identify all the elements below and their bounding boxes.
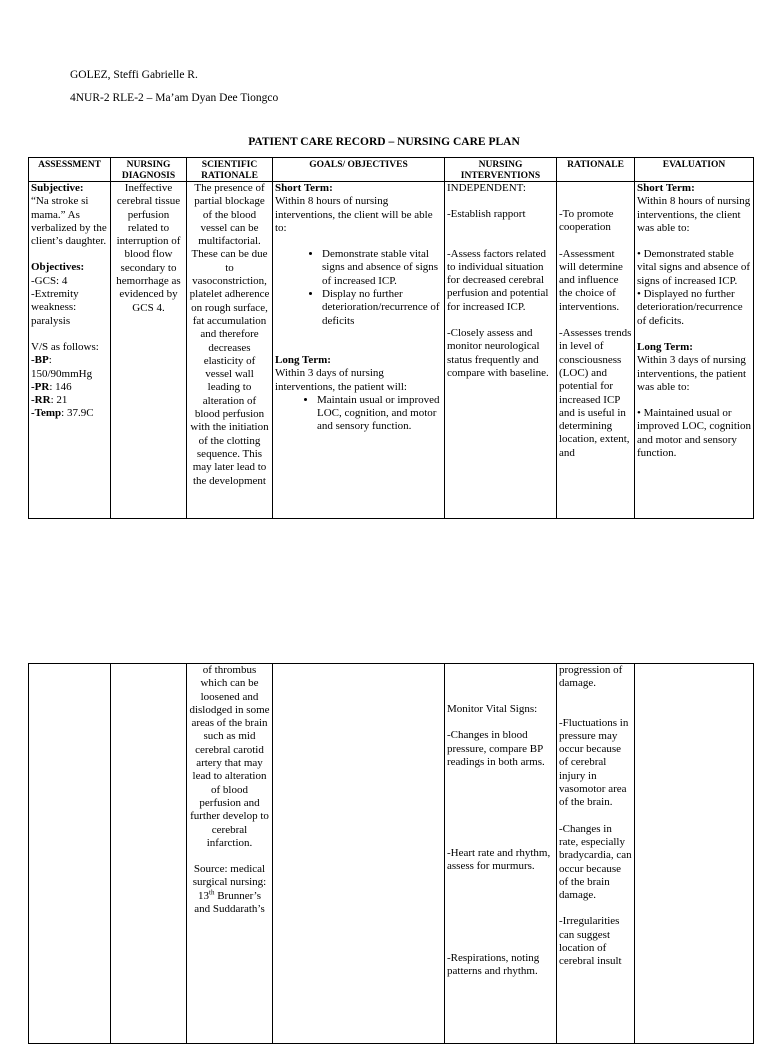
evaluation-cell (635, 664, 754, 1044)
rationale-item: -Assesses trends in level of consciousness (LOC) and potential for increased ICP and is useful in determining location, extent, and (559, 327, 632, 459)
pr-reading (31, 381, 108, 394)
diagnosis-text: Ineffective cerebral tissue perfusion related to interruption of blood flow secondary to hemorrhage as evidenced by GCS 4. (116, 182, 181, 314)
student-name: GOLEZ, Steffi Gabrielle R. (70, 69, 198, 81)
short-term-label: Short Term: (275, 182, 333, 194)
assessment-cell (29, 664, 111, 1044)
rationale-item: -Changes in rate, especially bradycardia, can occur because of the brain damage. (559, 822, 632, 902)
short-term-text: Within 8 hours of nursing interventions, the client will be able to: (275, 195, 433, 234)
intervention-item: -Respirations, noting patterns and rhythm. (447, 951, 540, 978)
column-header-interventions: NURSING INTERVENTIONS (445, 158, 557, 182)
rationale-cell (557, 664, 635, 1044)
gcs-value: -GCS: 4 (31, 274, 68, 287)
intervention-item: -Heart rate and rhythm, assess for murmurs. (447, 847, 551, 873)
evaluation-long-term-text: Within 3 days of nursing interventions, the patient was able to: (637, 354, 747, 393)
bp-reading (31, 354, 108, 381)
intervention-item: -Establish rapport (447, 208, 526, 221)
evaluation-item: • Maintained usual or improved LOC, cognition and motor and sensory function. (637, 407, 751, 460)
diagnosis-cell (111, 182, 187, 519)
column-header-goals: GOALS/ OBJECTIVES (273, 158, 445, 182)
rationale-item: progression of damage. (559, 664, 623, 690)
monitor-vital-signs-label: Monitor Vital Signs: (447, 703, 538, 715)
evaluation-short-term-label: Short Term: (637, 182, 695, 194)
goals-cell (273, 664, 445, 1044)
interventions-cell (445, 664, 557, 1044)
table-row (29, 182, 754, 519)
column-header-assessment: ASSESSMENT (29, 158, 111, 182)
pr-label: -PR (31, 380, 50, 393)
source-citation: Source: medical surgical nursing: 13th Brunner’s and Suddarath’s (192, 863, 267, 916)
rationale-item: -Fluctuations in pressure may occur because of cerebral injury in vasomotor area of the brain. (559, 716, 629, 809)
objectives-label: Objectives: (31, 261, 85, 274)
long-term-goal-list (275, 394, 442, 434)
long-term-label: Long Term: (275, 353, 331, 366)
evaluation-long-term-label: Long Term: (637, 340, 693, 353)
intervention-item: -Changes in blood pressure, compare BP readings in both arms. (447, 729, 545, 768)
temp-label: -Temp (31, 407, 62, 420)
short-term-goal-item: • Display no further deterioration/recurrence of deficits (322, 288, 442, 328)
evaluation-cell (635, 182, 754, 519)
column-header-scientific-rationale: SCIENTIFIC RATIONALE (187, 158, 273, 182)
document-title: PATIENT CARE RECORD – NURSING CARE PLAN (248, 136, 520, 148)
rr-label: -RR (31, 394, 51, 407)
table-row (29, 664, 754, 1044)
scientific-rationale-cell (187, 182, 273, 519)
long-term-goal-item: • Maintain usual or improved LOC, cognition, and motor and sensory function. (317, 394, 442, 434)
care-plan-table-page2 (28, 663, 754, 1044)
rationale-item: -To promote cooperation (559, 208, 614, 234)
diagnosis-cell (111, 664, 187, 1044)
rr-value: : 21 (50, 394, 68, 407)
course-line: 4NUR-2 RLE-2 – Ma’am Dyan Dee Tiongco (70, 92, 279, 104)
temp-reading (31, 407, 108, 420)
subjective-label: Subjective: (31, 182, 84, 194)
goals-cell (273, 182, 445, 519)
bp-label: -BP (31, 354, 49, 367)
rationale-item: -Assessment will determine and influence the choice of interventions. (559, 247, 623, 313)
evaluation-item: • Displayed no further deterioration/recurrence of deficits. (637, 288, 743, 327)
intervention-item: -Assess factors related to individual situation for decreased cerebral perfusion and potential for increased ICP. (447, 247, 549, 313)
column-header-rationale: RATIONALE (557, 158, 635, 182)
vital-signs-intro: V/S as follows: (31, 340, 99, 353)
assessment-cell (29, 182, 111, 519)
evaluation-short-term-text: Within 8 hours of nursing interventions, the client was able to: (637, 195, 751, 234)
rationale-item: -Irregularities can suggest location of cerebral insult (559, 915, 622, 968)
evaluation-item: • Demonstrated stable vital signs and absence of signs of increased ICP. (637, 248, 751, 287)
short-term-goal-list (275, 248, 442, 328)
scientific-rationale-text: The presence of partial blockage of the blood vessel can be multifactorial. These can be due to vasoconstriction, platelet adherence on rough surface, fat accumulation and therefore decreases elasticity of vessel wall leading to alteration of blood perfusion with the initiation of the clotting sequence. This may later lead to the development (189, 182, 270, 487)
column-header-diagnosis: NURSING DIAGNOSIS (111, 158, 187, 182)
extremity-weakness: -Extremity weakness: paralysis (31, 288, 79, 327)
care-plan-table-page1 (28, 157, 754, 519)
subjective-text: “Na stroke si mama.” As verbalized by the client’s daughter. (31, 195, 107, 248)
rationale-cell (557, 182, 635, 519)
temp-value: : 37.9C (61, 407, 94, 420)
scientific-rationale-text: of thrombus which can be loosened and dislodged in some areas of the brain such as mid cerebral carotid artery that may lead to alteration of blood perfusion and further develop to cerebral infarction. (189, 664, 270, 849)
intervention-item: -Closely assess and monitor neurological status frequently and compare with baseline. (447, 327, 549, 379)
rr-reading (31, 394, 108, 407)
short-term-goal-item: • Demonstrate stable vital signs and absence of signs of increased ICP. (322, 248, 442, 288)
pr-value: : 146 (49, 380, 72, 393)
long-term-text: Within 3 days of nursing interventions, the patient will: (275, 367, 407, 393)
bp-value: : 150/90mmHg (31, 354, 93, 380)
interventions-cell (445, 182, 557, 519)
column-header-evaluation: EVALUATION (635, 158, 754, 182)
scientific-rationale-cell (187, 664, 273, 1044)
table-header-row (29, 158, 754, 182)
independent-label: INDEPENDENT: (447, 182, 526, 194)
